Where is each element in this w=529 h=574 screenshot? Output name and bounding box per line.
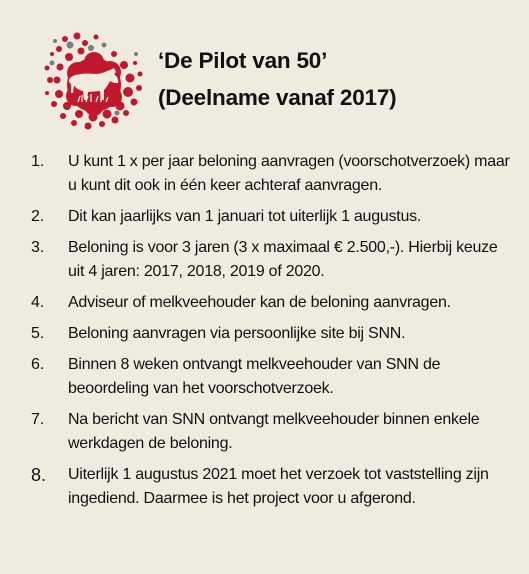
- list-item-number: 8.: [31, 465, 47, 485]
- page-title: [158, 42, 396, 116]
- list-item-number: 4.: [31, 294, 45, 311]
- title-line-2: (Deelname vanaf 2017): [158, 85, 397, 110]
- list-item-text: Na bericht van SNN ontvangt melkveehouder binnen enkele werkdagen de beloning.: [68, 411, 480, 452]
- list-item-text: Beloning aanvragen via persoonlijke site bij SNN.: [68, 325, 406, 342]
- list-item: [0, 463, 529, 511]
- list-item-text: Uiterlijk 1 augustus 2021 moet het verzoek tot vaststelling zijn ingediend. Daarmee is het project voor u afgerond.: [68, 466, 489, 507]
- cow-logo-icon: [44, 30, 144, 130]
- list-item-number: 6.: [31, 356, 45, 373]
- list-item-text: Adviseur of melkveehouder kan de beloning aanvragen.: [68, 294, 451, 311]
- list-item: [0, 205, 529, 229]
- list-item: [0, 150, 529, 198]
- list-item: [0, 353, 529, 401]
- list-item-text: Beloning is voor 3 jaren (3 x maximaal € 2.500,-). Hierbij keuze uit 4 jaren: 2017, 2018, 2019 of 2020.: [68, 239, 498, 280]
- list-item-text: Binnen 8 weken ontvangt melkveehouder van SNN de beoordeling van het voorschotverzoek.: [68, 356, 441, 397]
- list-item-text: U kunt 1 x per jaar beloning aanvragen (voorschotverzoek) maar u kunt dit ook in één keer achteraf aanvragen.: [68, 153, 510, 194]
- list-item-number: 1.: [31, 153, 45, 170]
- list-item-number: 7.: [31, 411, 45, 428]
- title-line-1: ‘De Pilot van 50’: [158, 48, 328, 73]
- list-item-text: Dit kan jaarlijks van 1 januari tot uiterlijk 1 augustus.: [68, 208, 422, 225]
- list-item-number: 5.: [31, 325, 45, 342]
- list-item: [0, 236, 529, 284]
- list-item: [0, 322, 529, 346]
- list-item: [0, 408, 529, 456]
- list-item: [0, 291, 529, 315]
- numbered-list: [0, 150, 529, 518]
- list-item-number: 2.: [31, 208, 45, 225]
- list-item-number: 3.: [31, 239, 45, 256]
